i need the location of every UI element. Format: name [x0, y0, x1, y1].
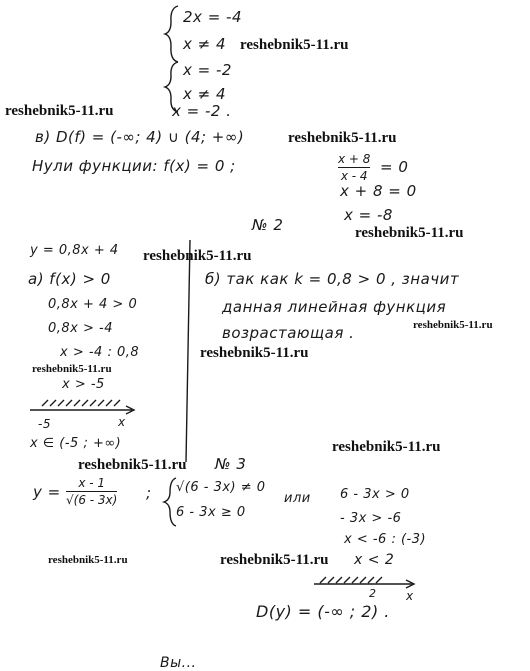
system1-line1: 2x = -4: [183, 8, 242, 26]
fraction-bar: [338, 167, 370, 168]
task3-r4: x < 2: [354, 552, 395, 568]
system2-line2: x ≠ 4: [183, 85, 227, 103]
bottom-cut-text: Вы...: [160, 655, 197, 671]
task3-y-eq: y =: [33, 483, 61, 501]
watermark: reshebnik5-11.ru: [413, 319, 493, 331]
watermark: reshebnik5-11.ru: [32, 363, 112, 375]
task3-semicolon: ;: [146, 484, 152, 502]
zeros-step2: x = -8: [344, 206, 393, 224]
task2-b-line2: данная линейная функция: [222, 298, 447, 316]
watermark: reshebnik5-11.ru: [5, 103, 114, 119]
fraction-denominator: x - 4: [340, 169, 368, 183]
task3-axis-mark: 2: [369, 587, 377, 600]
task3-system-line2: 6 - 3x ≥ 0: [176, 505, 246, 520]
task3-fraction: [66, 476, 117, 507]
system1-line2: x ≠ 4: [183, 35, 227, 53]
watermark: reshebnik5-11.ru: [220, 552, 329, 568]
watermark: reshebnik5-11.ru: [332, 439, 441, 455]
task3-number: № 3: [215, 455, 247, 473]
task3-r1: 6 - 3x > 0: [340, 487, 410, 502]
zeros-label: Нули функции: f(x) = 0 ;: [32, 157, 236, 175]
task3-system-line1: √(6 - 3x) ≠ 0: [176, 480, 266, 495]
fraction-denominator: √(6 - 3x): [66, 493, 118, 507]
task2-axis-right: x: [118, 415, 126, 429]
task3-domain: D(y) = (-∞ ; 2) .: [256, 602, 390, 621]
zeros-step1: x + 8 = 0: [340, 182, 417, 200]
watermark: reshebnik5-11.ru: [48, 554, 128, 566]
system2-line1: x = -2: [183, 61, 232, 79]
zeros-fraction: [338, 152, 370, 183]
task2-a-step1: 0,8x + 4 > 0: [48, 297, 138, 312]
fraction-equals: = 0: [380, 158, 409, 176]
task2-answer: x ∈ (-5 ; +∞): [30, 436, 122, 451]
task2-b-line3: возрастающая .: [222, 324, 355, 342]
task2-a-label: а) f(x) > 0: [28, 270, 111, 288]
result-x: x = -2 .: [172, 102, 232, 120]
watermark: reshebnik5-11.ru: [355, 225, 464, 241]
watermark: reshebnik5-11.ru: [288, 130, 397, 146]
task3-r2: - 3x > -6: [340, 511, 402, 526]
watermark: reshebnik5-11.ru: [200, 345, 309, 361]
task2-a-step4: x > -5: [62, 377, 105, 392]
watermark: reshebnik5-11.ru: [78, 457, 187, 473]
task3-or-word: или: [284, 491, 311, 506]
task2-b-line1: б) так как k = 0,8 > 0 , значит: [205, 270, 460, 288]
task2-axis-left: -5: [38, 417, 51, 431]
domain-line: в) D(f) = (-∞; 4) ∪ (4; +∞): [35, 128, 245, 146]
watermark: reshebnik5-11.ru: [240, 37, 349, 53]
task2-function: y = 0,8x + 4: [30, 243, 119, 258]
task2-a-step3: x > -4 : 0,8: [60, 345, 140, 360]
task2-a-step2: 0,8x > -4: [48, 321, 113, 336]
fraction-bar: [66, 491, 117, 492]
task2-number: № 2: [252, 216, 284, 234]
fraction-numerator: x + 8: [338, 152, 371, 166]
fraction-numerator: x - 1: [78, 476, 106, 490]
watermark: reshebnik5-11.ru: [143, 248, 252, 264]
task3-r3: x < -6 : (-3): [344, 532, 427, 547]
task3-axis-right: x: [406, 589, 414, 603]
